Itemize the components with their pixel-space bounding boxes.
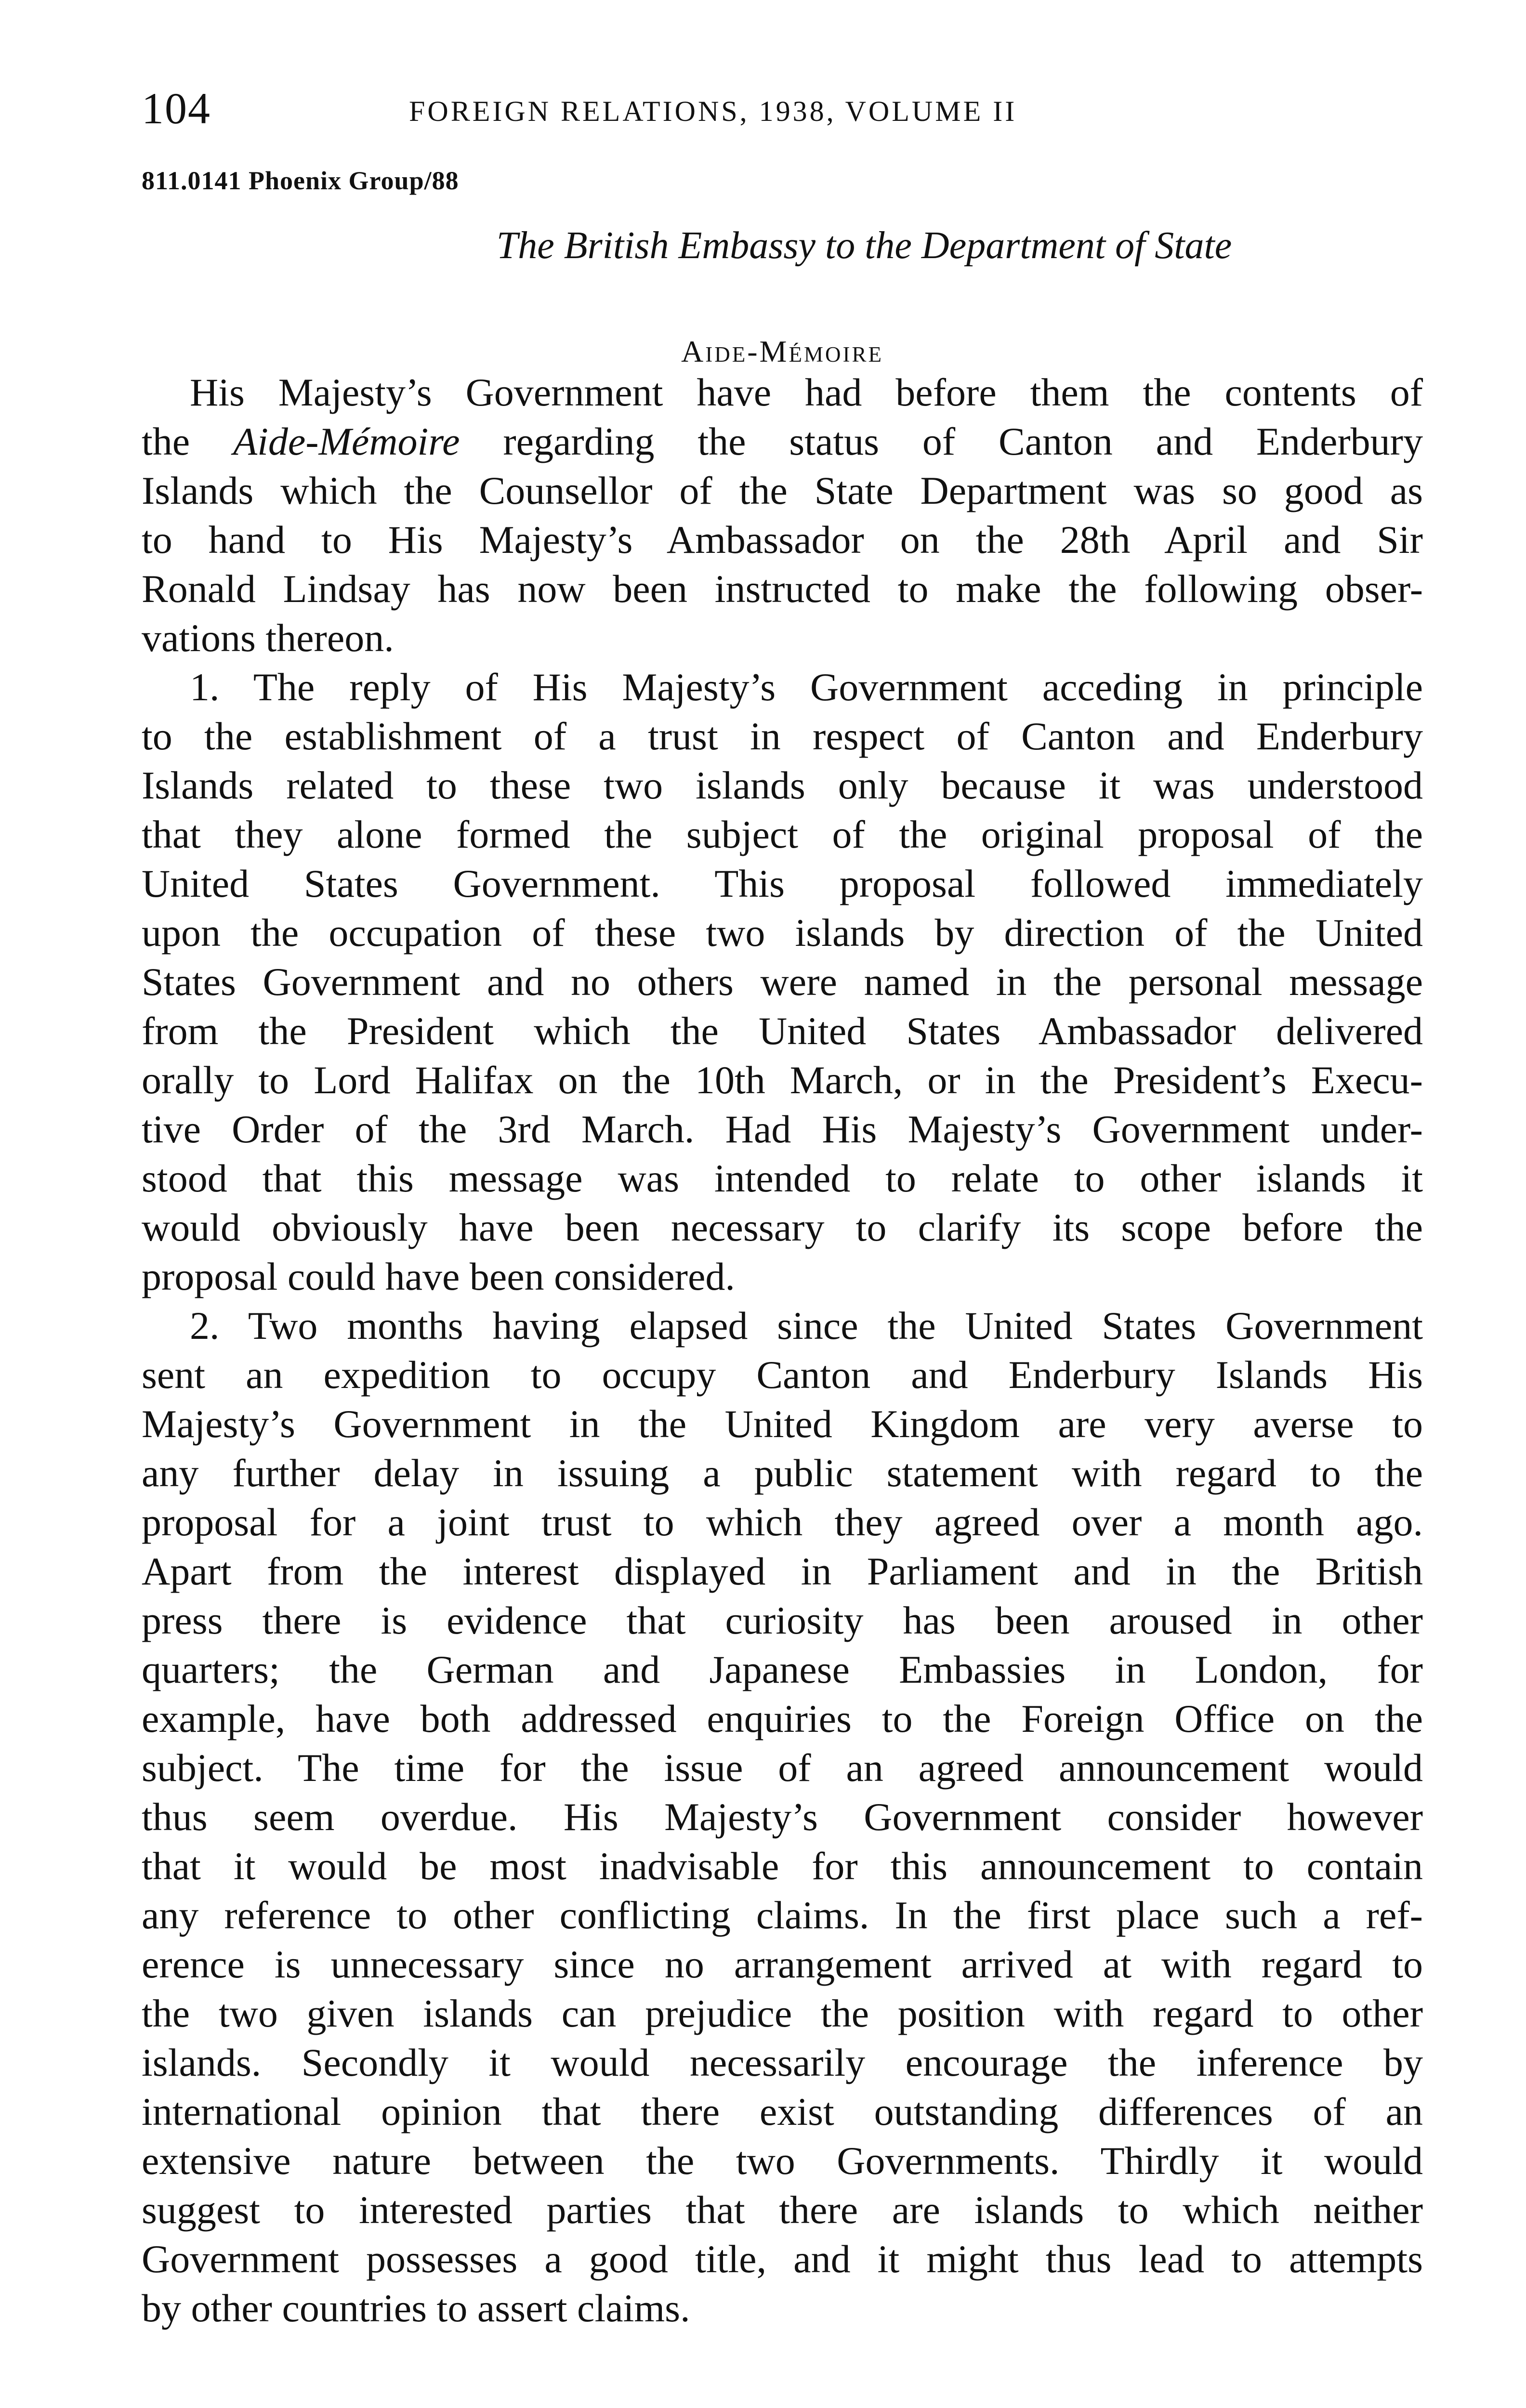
text-line: international opinion that there exist outstanding differences of an: [142, 2090, 1423, 2133]
text-line: sent an expedition to occupy Canton and Enderbury Islands His: [142, 1353, 1423, 1397]
text-line: by other countries to assert claims.: [142, 2286, 690, 2330]
file-reference: 811.0141 Phoenix Group/88: [142, 166, 459, 195]
text-line: the Aide-Mémoire regarding the status of Canton and Enderbury: [142, 419, 1423, 463]
text-line: to hand to His Majesty’s Ambassador on the 28th April and Sir: [142, 518, 1423, 562]
page-number: 104: [142, 84, 211, 133]
paragraph-intro: [142, 368, 1423, 663]
text-line: from the President which the United States Ambassador delivered: [142, 1009, 1423, 1053]
document-heading: [142, 219, 1423, 272]
paragraph-point-2: [142, 1301, 1423, 2333]
text-line: States Government and no others were named in the personal message: [142, 960, 1423, 1004]
text-line: press there is evidence that curiosity has been aroused in other: [142, 1598, 1423, 1642]
text-line: stood that this message was intended to relate to other islands it: [142, 1156, 1423, 1200]
text-line: Government possesses a good title, and it might thus lead to attempts: [142, 2237, 1423, 2281]
text-line: United States Government. This proposal followed immediately: [142, 862, 1423, 905]
document-heading-text: The British Embassy to the Department of State: [496, 224, 1232, 267]
text-line: thus seem overdue. His Majesty’s Government consider however: [142, 1795, 1423, 1839]
text-line: Apart from the interest displayed in Parliament and in the British: [142, 1549, 1423, 1593]
document-type-title: Aide-Mémoire: [681, 334, 883, 368]
text-line: 2. Two months having elapsed since the United States Government: [190, 1304, 1423, 1348]
running-head: [142, 82, 1423, 135]
text-line: orally to Lord Halifax on the 10th March, or in the President’s Execu-: [142, 1058, 1423, 1102]
text-line: any further delay in issuing a public statement with regard to the: [142, 1451, 1423, 1495]
text-line: would obviously have been necessary to clarify its scope before the: [142, 1205, 1423, 1249]
paragraph-point-1: [142, 663, 1423, 1301]
text-line: to the establishment of a trust in respect of Canton and Enderbury: [142, 714, 1423, 758]
text-line: proposal could have been considered.: [142, 1255, 735, 1298]
text-line: Islands which the Counsellor of the State Department was so good as: [142, 469, 1423, 512]
text-line: Islands related to these two islands only because it was understood: [142, 763, 1423, 807]
body-text: [142, 368, 1423, 2333]
text-line: Ronald Lindsay has now been instructed to make the following obser-: [142, 567, 1423, 611]
text-line: example, have both addressed enquiries to the Foreign Office on the: [142, 1697, 1423, 1741]
text-line: proposal for a joint trust to which they agreed over a month ago.: [142, 1500, 1423, 1544]
text-line: islands. Secondly it would necessarily encourage the inference by: [142, 2041, 1423, 2084]
text-line: that they alone formed the subject of the original proposal of the: [142, 812, 1423, 856]
text-line: any reference to other conflicting claims. In the first place such a ref-: [142, 1893, 1423, 1937]
text-line: suggest to interested parties that there are islands to which neither: [142, 2188, 1423, 2232]
text-line: the two given islands can prejudice the position with regard to other: [142, 1991, 1423, 2035]
text-line: upon the occupation of these two islands by direction of the United: [142, 911, 1423, 955]
text-line: extensive nature between the two Governments. Thirdly it would: [142, 2139, 1423, 2183]
text-line: tive Order of the 3rd March. Had His Majesty’s Government under-: [142, 1107, 1423, 1151]
text-line: erence is unnecessary since no arrangement arrived at with regard to: [142, 1942, 1423, 1986]
text-line: Majesty’s Government in the United Kingdom are very averse to: [142, 1402, 1423, 1446]
text-line: vations thereon.: [142, 616, 394, 660]
text-line: 1. The reply of His Majesty’s Government acceding in principle: [190, 665, 1423, 709]
text-line: subject. The time for the issue of an agreed announcement would: [142, 1746, 1423, 1790]
text-line: His Majesty’s Government have had before them the contents of: [190, 370, 1423, 414]
running-title: FOREIGN RELATIONS, 1938, VOLUME II: [409, 95, 1017, 127]
text-line: quarters; the German and Japanese Embassies in London, for: [142, 1648, 1423, 1691]
text-line: that it would be most inadvisable for this announcement to contain: [142, 1844, 1423, 1888]
